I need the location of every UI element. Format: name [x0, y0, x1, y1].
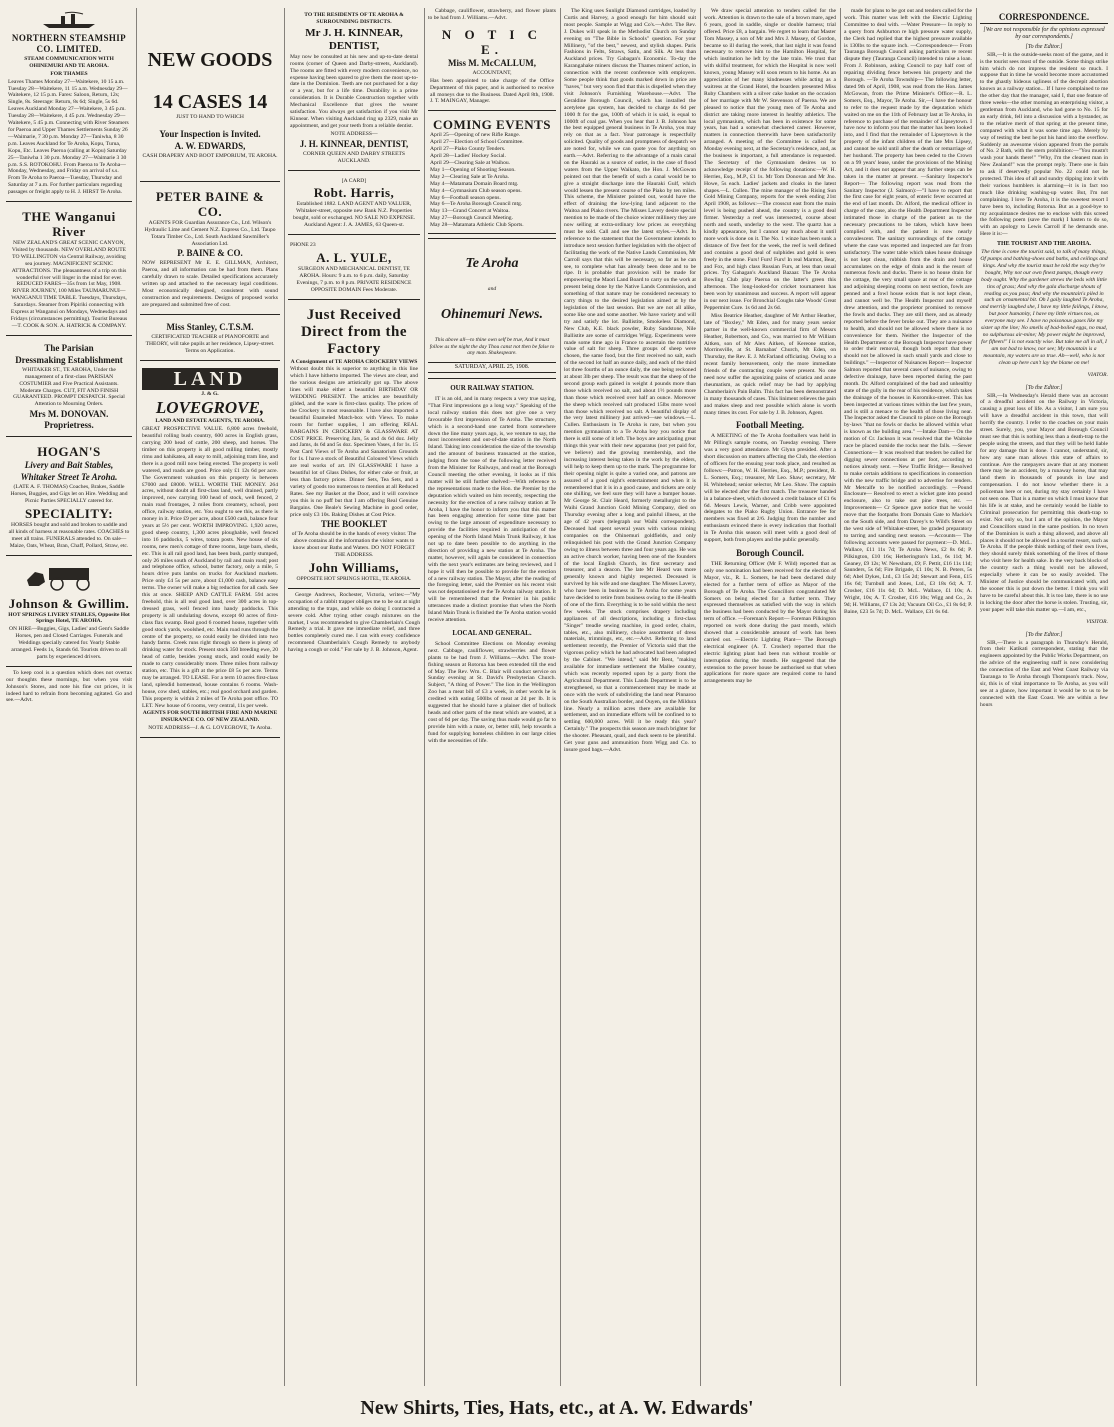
- correspondence-disclaimer: [We are not responsible for the opinions expressed by our correspondents.]: [983, 27, 1105, 40]
- borough-continued: made for plans to be got out and tenders called for the work. This matter was left with the Electric Lighting Committee to deal with. —Water Pressure— In reply to a query from Ashburton re high pressure water supply, the Clerk had replied that the highest pressure available is 130lbs to the square inch. —Correspondence— From Tauranga Borough Council asking particulars re recent dispute they (Tauranga Council) intended to raise a loan. From J. Robinson, asking Council to pay half cost of repairing dividing fence between his property and the Borough. —Te Aroha Township— The following letter, dated 9th of April, 1908, was read from the Hon. James McGowan, from the Prime Minister's Office:—R. L. Somers, Esq., Mayor, Te Aroha. Sir,—I have the honour to refer to the request made by the deputation which waited on me on the 11th of February last at Te Aroha, in reference to purchase of the remainder of Lipseytown. I have now to inform you that the matter has been looked into, and I find that the remainder of Lipseytown is the property of the infant children of the late Mrs Lipsey, and cannot be sold until after the death or remarriage of her husband. The property has been ceded to the Crown on a 99 years' lease, under the provisions of the Mining Act, and it does not appear that any further steps can be taken in the matter at present. —Sanitary Inspector's Report— The following report was read from the Sanitary Inspector (J. Salmon):—"I have to report that the first case for eight years, of enteric fever occurred at the end of last month. Dr. Alford, the medical officer in charge of the case, also the Health Department Inspector intimated those in charge of the patient as to the necessary precautions to be taken, which have been complied with, and the patient is now nearly convalescent. The sanitary surroundings of the cottage where the case was reported and inspected are far from satisfactory. The water table which takes house drainage is not kept clean, rubbish from the drain and house accumulates on the edge of drain and is the resort of numerous fowls and ducks. There is no house drain for the cottage, the very small space at rear of the cottage and adjoining sleeping rooms on next section, fowls are penned and a fowl house exists that is not kept clean, and cannot well be. The Health Inspector and myself drew attention, and the proprietor promised to remove the fowls and ducks. They are still there, and as already reported before the fever broke out. They are a nuisance to health, and should not be allowed where there is no convenience for them. Neither the Inspector of the Health Department or the Borough Inspector have power to order their removal, though both report that they should not be allowed in such small yards and close to buildings." —Inspector of Nuisances Report— Inspector Salmon reported that several cases of nuisance, owing to defective drainage, have been reported during the past month. Dr. Alford complained of the bad and unhealthy state of the gully in the rear of his residence, which takes the drainage of the houses in Koromiko-street. This has been inspected at various times within the last few years, and is still a menace to the health of those living near. The Inspector asked the Council to place on the Borough by-laws "that no fowls or ducks be allowed within what is known as the building area." —Intake Dam— On the motion of Cr. Jackson it was resolved that the Waitoke race be placed outside the rocks near the falls. —Sewer Connections— It was resolved that tenders be called for digging sewer connections at per foot, according to notices already sent. —New Traffic Bridge— Resolved to make certain additions to specifications in connection with the new traffic bridge and to advertise for tenders. Mr Metcalfe to be notified accordingly. —Pound Enclosure— Resolved to erect a wicket gate into pound enclosure, also to take out pine trees, etc. —Improvements— Cr Spence gave notice that he would move that the footpaths from Domain Gate to Mackie's on the South side, and from Davey's to Wild's Street on the west side of Whitaker-street, be graded preparatory to tarring and sanding next season. —Accounts— The following accounts were passed for payment:—D. McL. Wallace, £11 11s 7d; Te Aroha News, £2 8s 6d; P. Pilkington, £10 16s; Hetherington's Ltd., 6s 11d; M. Geaney, £9 12s; W. Newsham, £9; F. Pettit, £16 11s 11d; Saunders, 5s 6d; Fire Brigade, £1 10s; N. B. Peters, 5s 6d; Abel Dykes, Ltd., £3 15s 2d; Stewart and Fenn, £15 16s 6d; Turnbull and Jones, Ltd., £3 18s 6d; A. T. Crosher, £16 11s 6d; D. McL. Wallace, £1 10s; A. Wright, 10s; A. T. Crosher, £16 10s; Wigg and Co., 2s 9d; H. Williams, £7 13s 2d; Vacuum Oil Co., £1 8s 6d; P. Baine, £23 5s 7d; D. McL. Wallace, £31 6s 6d.: [844, 8, 972, 615]
- northern-steamship-ad: [6, 8, 132, 202]
- new-goods-title: NEW GOODS: [147, 49, 273, 71]
- parisian-ad: [6, 339, 132, 437]
- peter-baine-title2: P. BAINE & CO.: [177, 248, 243, 259]
- notice-title: N O T I C E.: [441, 26, 543, 57]
- kinnear-ad: [288, 8, 420, 171]
- general-news-2: We draw special attention to tenders called for the work. Attention is drawn to the sale of a brown mare, aged 6 years, good in saddle, single or double harness; trial offered. Price £8, a bargain. We regret to learn that Master Tom Massey, a son of Mr and Mrs J. Massey, of Gordon, became so ill during the week, that last night it was found necessary to remove him to the Hamilton Hospital, for which institution he left by the late train. We trust that with skilful treatment, for which the Hospital is now well known, young Massey will soon return to his home. As an appreciation of her many kindnesses while acting as a waitress at the Grand Hotel, the boarders presented Miss Ruby Chambers with a silver cake basket on the occasion of her marriage with Mr W. Stevenson of Paeroa. We are pleased to notice that the young men of Te Aroha and district are taking more interest in healthy athletics. The local gymnasium, which has been in existence for some years, has had a somewhat checkered career. However, matters in connection therewith have been satisfactorily arranged. A meeting of the Committee is called for Monday evening next, at the Secretary's residence, and, as the business is important, a full attendance is requested. The Secretary of the Gymnasium desires us to acknowledge receipt of the following donations:—W. H. Herries, Esq., M.P., £1 1s. Mr Tom Donovan and Mr Jno. Howe, 5s each. Ladies' jackets and cloaks in the latest shapes.—L. Cullen. The mine manager of the Rising Sun Gold Mining Company, reports for the week ending 21st April 1908, as follows:—The crosscut east from the main level is being pushed ahead, the country is a good deal firmer. Yesterday a reef was intersected, course about north and south, underlay to the west. The quartz has a kindly appearance, but I cannot say much about it until more work is done on it. The No. 1 winze has been sunk a distance of five feet for the week, the reef is well defined and contains a good deal of sulphides and gold is seen freely in the stone. Furs! Furs! Furs! In real Marmot, Bear, and Fox, and high class Russian Furs, at less than usual prices. Try Gahagan's Auckland Bazaar. The Te Aroha Bowling Club play Paeroa on the latter's green this afternoon. The long-looked-for cricket tournament has been won by unanimous and success. A report will appear in our next issue. For Bronchial Coughs take Woods' Great Peppermint Cure. 1s 6d and 2s 6d.: [704, 8, 836, 311]
- to-editor-1: [To the Editor.]: [1025, 43, 1063, 50]
- hogans-sub1: Livery and Bait Stables,: [24, 460, 114, 471]
- letter-3: SIR,—There is a paragraph in Thursday's Herald, from their Katikati correspondent, stating that the engineers appointed by the Public Works Department, on the advice of the engineering staff is now considering the connection of the East and West Coast Railway via Tauranga to Te Aroha through Thompson's track. Now, sir, this is of vital importance to Te Aroha, as you will see at a glance, how important it would be to us to be connected with the East Coast. We are within a few hours: [980, 639, 1108, 708]
- event-item: May 13—Grand Concert at Waitoa.: [430, 208, 510, 215]
- event-item: April 29—Clearing Sale at Waihou.: [430, 159, 511, 166]
- column-8: [980, 8, 1108, 1386]
- yule-phone: PHONE 23: [290, 242, 316, 249]
- johnson-notice: To keep cool is a question which does not overtax our thoughts these mornings, but when you visit Johnson's Stores, and note his fine cut prices, it is indeed hard to refrain from becoming agitated. Go and see.—Advt.: [6, 669, 132, 704]
- new-goods-name: A. W. EDWARDS,: [174, 140, 246, 151]
- local-title: LOCAL AND GENERAL.: [452, 628, 532, 637]
- column-4: [428, 8, 556, 1386]
- column-rule: [136, 8, 137, 1386]
- letter-2: SIR,—In Wednesday's Herald there was an account of a dreadful accident on the Railway in Victoria, causing a great loss of life. As a visitor, I am sure you will have a dreadful accident in this town, that will horrify the country. I refer to the coaches on your main street. Surely, you, your Mayor and Borough Council must see that this is nothing less than a death-trap to the people using the streets, and that they will be held liable for any damage that is done. I cannot, understand, sir, how any sane man allows this state of affairs to continue. Are the ratepayers aware that at any moment there may be an accident, by a runaway horse, that may land them in thousands of pounds in law and compensation. I do not know whether there is a policeman here or not, during my stay certainly I have not seen one. That is a matter on which I must know that his life is at stake, and he certainly would be liable to Criminal prosecution for permitting this death-trap to exist. Not only so, but I am of the opinion, the Mayor and Councillors stand in the same position. In no town of the Dominion is such a thing allowed, and above all places it should not be allowed in a tourist resort, such as Te Aroha. If the people think nothing of their own lives, they should surely think something of the lives of those who visit here for health sake. In the very back blocks of the country such a thing would not be allowed, especially where it can be so easily avoided. The Minister of Justice should be communicated with, and the sooner this is put down the better. I think you will have to be careful about this. It is too late, there is no use in locking the door after the horse is stolen. Trusting, sir, your paper will take this matter up.—I am, etc.,: [980, 392, 1108, 613]
- peter-baine-title: PETER BAINE & CO.: [155, 188, 265, 219]
- borough-article: THE Returning Officer (Mr F. Wild) reported that as only one nomination had been received for the election of Mayor, viz., R. L. Somers, he had been declared duly elected for a further term of office as Mayor of the Borough of Te Aroha. The Councillors congratulated Mr Somers on being elected for a further term. They expressed themselves as satisfied with the way in which the business had been conducted by the Mayor during his term of office. —Foreman's Report— Foreman Pilkington reported on work done during the past month, which showed that a considerable amount of work has been carried out. —Electric Lighting Plant— The Borough electrical engineer (A. T. Crosher) reported that the electric lighting plant had been run without trouble or interruption during the month. He suggested that the extension to the power house be authorised so that when applications for more space are required come to hand arrangements may be: [704, 560, 836, 685]
- kinnear-title: Mr J. H. KINNEAR, DENTIST,: [305, 26, 403, 52]
- kinnear-address: CORNER QUEEN AND DARBY STREETS AUCKLAND.: [302, 150, 406, 164]
- event-item: April 27—Election of School Committee.: [430, 139, 524, 146]
- notice-body: Has been appointed to take charge of the Office Department of this paper, and is authorised to receive all moneys due to the Business. Dated April 8th, 1908. J. T. MAINGAY, Manager.: [430, 77, 554, 105]
- stanley-body: CERTIFICATED TEACHER of PIANOFORTE and THEORY, will take pupils at her residence, Lipsey-street. Terms on Application.: [145, 333, 275, 354]
- johnson-body: ON HIRE—Buggies, Gigs, Ladies' and Gent's Saddle Horses, pen and Closed Carriages. Funerals and Weddings specially catered for. Yearly Stable arranged. Feeds 1s, Stands 6d. Tourists driven to all parts by experienced drivers.: [8, 626, 130, 660]
- new-goods-detail: CASH DRAPERY AND BOOT EMPORIUM, TE AROHA.: [142, 152, 278, 159]
- johnson-title: Johnson & Gwillim.: [8, 595, 130, 611]
- kinnear-notice: TO THE RESIDENTS OF TE AROHA & SURROUNDING DISTRICTS.: [304, 12, 404, 25]
- masthead-and: and: [487, 286, 497, 293]
- parisian-signature: Mrs M. DONOVAN. Proprietress.: [29, 409, 109, 431]
- received-title: Just Received Direct from the Factory: [300, 306, 408, 357]
- kinnear-note: NOTE ADDRESS—: [330, 130, 378, 137]
- received-body: Without doubt this is superior to anything in this line which I have hitherto imported. The views are clear, and the various designs are artistically got up. The above lines will make either a beautiful BIRTHDAY OR WEDDING PRESENT. The articles are beautifully gilded, and the ware is first-class quality. The prices of the Crockery is most reasonable. I have also imported a beautiful Enameled Match-box with Views. To make room for further supplies, I am offering REAL BARGAINS IN CROCKERY & GLASSWARE AT COST PRICE. Preserving Jars, 5s and 4s 6d doz. Jelly and Jams, 4s 6d and 5s doz. Specimen Vases, 4 for 1s. 15 Post Card Views of Te Aroha and Sanatorium Grounds for 1s. I have a stock of Beautiful Coloured Views which are real works of art. IN GLASSWARE I have a beautiful lot of Glass Dishes, for either cake or fruit, at less than factory prices. Dinner Sets, Tea Sets, and a variety of goods too numerous to mention at all Reduced Rates. See my Basket at the Door, and it will convince you this is no puff but that I am offering Real Genuine Bargains. One Beale's Sewing Machine in good order, price only £3 10s. Baking Dishes at Cost Price.: [290, 366, 418, 518]
- masthead-motto: This above all—to thine own self be true, And it must follow as the night the day Thou canst not then be false to any man. Shakespeare.: [429, 336, 555, 357]
- football-title: Football Meeting.: [736, 420, 804, 431]
- northern-line1: STEAM COMMUNICATION WITH OHINEMURI AND TE AROHA.: [24, 55, 114, 69]
- railway-article: IT is an old, and in many respects a very true saying, "That First impressions go a long way." Speaking of the local railway station this does not give one a very favourable first impression of Te Aroha. The structure, which is a second-hand one carted from somewhere down the line many years ago, is, we venture to say, the most inconvenient and out-of-date station in the North Island. Taking into consideration the size of the township and the amount of business transacted at the station, judging from the tone of the following letter received from the Minister for Railways, and read at the Borough Council meeting the other evening, it looks as if this matter will be still further shelved:—With reference to the representations made to the Hon. the Premier by the deputation which waited on him recently, respecting the necessity for the erection of a new railway station at Te Aroha, I have the honor to inform you that this matter has been engaging attention for some time past but owing to the large amount of expenditure necessary to provide the facilities required in anticipation of the opening of the North Island Main Trunk Railway, it has not up to date been possible to do anything in the direction of providing a new station at Te Aroha. The matter, however, will again be considered in connection with the next year's estimates are being reviewed, and I hope it will then be possible to provide for the erection of a new railway station. The Mayor, after the reading of the foregoing letter, said the Premier on his recent visit was not deputationised re the Te Aroha railway station. It will be remembered that the Premier in his public utterances made a distinct promise that when the North Island Main Trunk is finished the Te Aroha station would receive attention.: [428, 396, 556, 624]
- column-2: [140, 8, 280, 1386]
- event-item: May 4—Matamata Domain Board mtg.: [430, 180, 519, 187]
- event-item: May 4—Gymnasium Club season opens.: [430, 187, 522, 194]
- column-6: [704, 8, 836, 1386]
- harris-body: Established 1882. LAND AGENT AND VALUER, Whitaker-street, opposite new Bank N.Z. Properties bought, sold or exchanged. NO SALE NO EXPENSE. Auckland Agent: J. A. JAMES, 63 Queen-st.: [292, 201, 416, 229]
- hogans-ad: [6, 440, 132, 555]
- wanganui-ad: [6, 205, 132, 336]
- booklet-title: THE BOOKLET: [320, 519, 388, 530]
- williams-name: John Williams,: [308, 560, 400, 576]
- johnson-sub: HOT SPRINGS LIVERY STABLES, Opposite Hot Springs Hotel, TE AROHA.: [8, 611, 130, 625]
- events-title: COMING EVENTS: [432, 117, 552, 133]
- land-body: GREAT PROSPECTIVE VALUE. 6,800 acres freehold, beautiful rolling bush country, 600 acres in English grass, carrying 200 head of cattle, 200 sheep, and horses. The timber on this property is all good milling timber, mostly rimu and kahikatea, all easy to mill, adjoining tram line, and there is a good mill now being erected. The property is well watered, and roads are good. Price only £1 12s 6d per acre. The Government valuation on this property is between £7000 and £8000. WELL WORTH THE MONEY. 264 acres, without doubt all first-class land, well drained, partly improved, now carrying 100 head of stock, well fenced, 2 main road frontages, 2 miles from creamery, school, post office, railway station, etc. You ought to see this, as there is money in it. Price £9 per acre, about £500 cash, balance four years at 5½ per cent. WORTH IMPROVING. 1,920 acres, good sheep country, 1,300 acres ploughable, well fenced into 16 paddocks, 5 wires, totara posts. New house of six rooms, new men's cottage of three rooms, large barn, sheds, etc. This is all rail good land, has been bush, partly stumped, only 26 miles south of Auckland by rail and main road; post and telephone office, school, butter factory, only a mile, 5 hours drive puts lambs on trucks for Auckland markets. Price only £4 5s per acre, about £1,000 cash, balance easy terms. The owner will make a big reduction for all cash. See this at once. SHEEP AND CATTLE FARM. 594 acres freehold, this is all real good land, over 300 acres in top-dressed grass, well fenced into handy paddocks. This property is all undulating downs, except 60 acres of first-class flax swamp. Real good 6 roomed house, together with good stock yards, woolshed, etc. Main road runs through the centre of the property, so could easily be divided into two handy farms. Creek runs right through so there is plenty of drinking water for stock. Present stock 350 breeding ewe, 20 head of cattle, besides young stock, and could easily be made to carry considerably more. Three miles from railway station, etc. This is a gift at the price £8 5s per acre. Terms may be arranged. TO LEASE. For a term 10 acres first-class land, splendid homestead, house contains 6 rooms. Wash-house, cow shed, stables, etc.; real good orchard and garden. This property is within 2 miles of Te Aroha post office. TO LET. New house of 6 rooms, very central, 11s per week.: [142, 426, 278, 709]
- to-editor-3: [To the Editor.]: [1025, 631, 1063, 638]
- yule-body: SURGEON AND MECHANICAL DENTIST, TE AROHA. Hours: 9 a.m. to 6 p.m. daily, Saturday Evenings, 7 p.m. to 8 p.m. PRIVATE RESIDENCE OPPOSITE DOMAIN Fees Moderate.: [296, 265, 412, 293]
- column-7: [844, 8, 972, 1386]
- parisian-title: The Parisian: [44, 342, 94, 353]
- land-name: LOVEGROVE,: [155, 398, 265, 418]
- steamship-icon: [39, 11, 99, 29]
- borough-title: Borough Council.: [736, 547, 804, 558]
- events-list: [430, 132, 554, 229]
- signature-visitor: VISITOR.: [1086, 619, 1108, 626]
- general-news-1: The King uses Sunlight Diamond cartridges, loaded by Curtis and Harvey, a good enough for him should suit most people. Sample at Wigg and Co's.—Advt. The Rev. J. Dukes will speak in the Methodist Church on Sunday evening on "The Bible in Schools" question. For your Millinery, "of the best," newest, and stylish shapes. Paris Fashions in Felts, Straws, Satin, and Silk. At less than Auckland prices. Try Gabagan's Economic. To-day the Karangahake miners discuss the Thames miners' action, in connection with the recent conference with employers. Some people think that goods marked down in price are "haves," but very soon find that this is dispelled when they visit Johnson's Furnishing Warehouse.—Advt. The Geraldine Borough Council, which has installed the acetylene gas system, has decided to charge 4s 6d per 1000 ft for the gas, 100ft of which it is said, is equal to 1000ft of coal gas. When you hear that J. B. Johnson has the best equipped general business in Te Aroha, you may rely on that as a fact. Your patronage is respectfully solicited. Quality of goods and promptness of despatch we are noted for, while we can quote you for anything on earth.—Advt. Referring to the advantage of a main canal on the Hauraki as a source of outlet, in the case of flood waters from the Upper Waikato, the Hon. J. McGowan pointed out that the benefit of such a canal would be to give a straight discharge into the Hauraki Gulf, which would lessen the present course of the Piako by ten miles. This scheme, the Minister pointed out, would have the effect of draining the low-lying land adjacent to the Waitoa and Piako rivers. The Misses Lavery desire special mention to be made of the choice winter millinery they are now selling at extra-ordinary low prices as everything must be sold. Call and see the latest styles.—Advt. In reference to the statement that the Government intends to introduce next session further legislation with the object of facilitating the work of the Native Lands Commission, Mr Carroll says that this will be necessary, so far as he can see, to complete what has already been done and to be ripe. It is probable that provision will be made for empowering the Maori Land Board to carry on the work at present being done by the Native Lands Commission, and something of that nature may be considered necessary to carry things to the desired legislation aimed at by the legislation of the last session. But we are not all alike, some like one and some another. We have variety and will try and satisfy the lot. Ballistite, Smokeless Diamond, New Club, K.E. black powder, Ruby Sandstone, Nile Ballistite are some of cartridges Wigg. Experiments were made some time ago in France to ascertain the nutritive value of salt for sheep. Three groups of sheep were chosen, the same food, but the first received no salt, each of the second lot half an ounce daily, and each of the third lot three fourths of an ounce daily, the one being reckoned at about 3lb per sheep. The result was that the sheep of the second group each gained in weight 4 pounds more than those which received no salt, and about 1½ pounds more than those which received over half an ounce. Moreover the sheep which received salt produced 15lbs more wool than those which received no salt. A beautiful display of the very latest millinery just arrived—see windows.—L. Cullen. Enthusiasm in Te Aroha is rare, but when you mention gymnasium to a Te Aroha boy you notice that there is still some of it left. The boys are anticipating great things this year with their new apparatus (not yet paid for, we believe) and the growing membership, and the increasing interest being taken in the work by the elders, will help to keep them up to the mark. The programme for their opening night is quite a varied one, and patrons are assured of a good night's entertainment and when it is remembered that it is in a good cause, and tickets are only one shilling, we feel sure they will have a bumper house. Mr George St. Clair Heard, formerly metallurgist to the Waihi Grand Junction Gold Mining Company, died on Thursday evening after a long and painful illness, at the age of 42 years (telegraph our Waihi correspondent). Deceased had spent several years with various mining companies on the Ohinemuri goldfields, and only relinquished his post with the Grand Junction Company owing to illness between three and four years ago. He was an active church worker, having been one of the founders of the local English Church, its first secretary and treasurer, and a deacon. The late Mr Heard was more generally known and highly respected. Deceased is survived by his wife and one daughter. The Misses Lavery, who have been in business in Te Aroha for some years have decided to retire from business owing to the ill-health of one of the firm. Everything is to be sold within the next few weeks. The stock comprises drapery including appliances of all descriptions, including a first-class "Singer" treadle sewing machine, in good order, chairs, tables, etc., also millinery, choice assortment of dress materials, trimmings, etc, etc.—Advt. Referring to land settlement recently, the Premier of Victoria said that the vigorous policy which he had advocated had been adopted by the Cabinet. "We intend," said Mr Bent, "making available for immediate settlement the Mallee country, which was recently reported upon by a party from the Agricultural Department. This Lands Department is to be strengthened, so that a commencement may be made at once with the work of subdividing the land near Pinnaroo on the South Australian border, and Ouyen, on the Mildura line. Nearly a million acres there are available for settlement, and on immediate efforts will be confined to to settling 600,000 acres. Will it be ready this year? Certainly." The prospects this season are much brighter for the shooter. Pheasant, quail, and duck seem to be plentiful. Get your guns and ammunition from Wigg and Co. to insure good bags.—Advt.: [564, 8, 696, 753]
- poem-text: The time is come the tourist said, to talk of many things, Of pumps and bathing-shoes and baths, and ceilings and kings. And why the tourist must be told the way they're bought, Why not our own finest pumps, though every body ought. Why the gardener strews the beds with little tins of grass; And why the gala discharge shouts of reading as you pass; And why the mountain's piled in such an ornamental bit. Oh I gaily laughed Te Aroha, and merrily laughed she, I have my little failings, I know, but poor humanity, I have my little virtues too, as everyone may see. I have no poisonous gases like my sister up the line; No smells of bad-boiled eggs, no mud, no sulphurous air-mine; My power might be improved, for fifteen!" I is not exactly wise. But take me all in all, I am not bad to know, nor see; My mountain is a mountain, my waters are so true. Ah—well, who is not clean up here can't lay the blame on me!: [980, 249, 1108, 366]
- to-editor-2: [To the Editor.]: [1025, 384, 1063, 391]
- new-goods-sub: JUST TO HAND TO WHICH: [176, 114, 244, 120]
- stanley-ad: [140, 318, 280, 361]
- event-item: May 6—Football season opens.: [430, 194, 501, 201]
- column-rule: [976, 8, 977, 1386]
- poem: [980, 249, 1108, 366]
- event-item: April 28—Ladies' Hockey Social.: [430, 153, 506, 160]
- kinnear-body: May now be consulted at his new and up-to-date dental rooms (corner of Queen and Darby-streets, Auckland). The rooms are fitted with every modern convenience, no expense having been spared to give them the most up-to-date in the Dominion. Teeth are not purchased for a day or a year, but for a life time. Durability is a prime consideration. It is Durable Construction together with Mechanical Excellence that gives the wearer satisfaction. You always get satisfaction if you visit Mr Kinnear. When visiting Auckland ring up 2329, make an appointment, and get your teeth from a reliable dentist.: [290, 53, 418, 129]
- column-rule: [424, 8, 425, 1386]
- hogans-sub2: Whitaker Street Te Aroha.: [20, 472, 118, 483]
- poem-title: THE TOURIST AND THE AROHA.: [996, 241, 1092, 248]
- parisian-body: WHITAKER ST., TE AROHA, Under the management of a first-class PARISIAN COSTUMIER and Five Practical Assistants. Moderate Charges. CUT, FIT AND FINISH GUARANTEED. PROMPT DESPATCH. Special Attention to Mourning Orders.: [13, 366, 125, 408]
- column-1: [6, 8, 132, 1386]
- peter-baine-ad: [140, 185, 280, 315]
- stanley-title: Miss Stanley, C.T.S.M.: [166, 321, 254, 332]
- land-sign: NOTE ADDRESS—J. & G. LOVEGROVE, Te Aroha.: [148, 725, 272, 732]
- hogans-body: (LATE A. F. THOMAS) Coaches, Brakes, Saddle Horses, Buggies, and Gigs let on Hire. Wedding and Picnic Parties SPECIALLY catered for.: [10, 484, 128, 505]
- lovegrove-ad: [140, 364, 280, 739]
- peter-baine-body2: NOW REPRESENT Mr E. E. GILLMAN, Architect, Paeroa, and all information can be had from them. Plans carefully drawn to scale. Detailed specifications accurately written up and attached to the necessary legal conditions. Most economically designed, consistent with sound construction and requirements. Designs of proposed works are prepared and submitted free of cost.: [142, 260, 278, 308]
- correspondence-title: CORRESPONDENCE.: [980, 12, 1108, 24]
- hogans-speciality: SPECIALITY:: [24, 505, 114, 521]
- johnson-ad: [6, 559, 132, 667]
- land-agents: AGENTS FOR SOUTH BRITISH FIRE AND MARINE INSURANCE CO. OF NEW ZEALAND.: [142, 710, 278, 724]
- heather-wedding: Miss Beatrice Heather, daughter of Mr Arthur Heather, late of "Boxley," Mt Eden, and for many years senior partner in the well-known commercial firm of Messrs Heather, Robertson, and Co., was married to Mr William Aitken, son of Mr Alex Aitken, of Kereone station, Morrinsville, at St. Barnabas' Church, Mt Eden, on Thursday, the Rev. E. J. McFarland officiating. Owing to a recent family bereavement, only the more immediate friends of the contracting couple were present. No one need now suffer the agonizing pains of sciatica and acute rheumatism, as quick relief may be had by applying Chamberlain's Pain Balm. This fact has been demonstrated in many thousands of cases. This liniment relieves the pain and makes sleep and rest possible which alone is worth many times its cost. For sale by J. B. Johnson, Agent.: [704, 312, 836, 416]
- yule-title: A. L. YULE,: [316, 249, 392, 265]
- yule-ad: [288, 238, 420, 300]
- event-item: April 25—Opening of new Rifle Range.: [430, 132, 521, 139]
- notice-detail: ACCOUNTANT,: [472, 69, 512, 76]
- column-3: [288, 8, 420, 1386]
- northern-body: Leaves Thames Monday 27—Waitekere, 10 15 a.m. Tuesday 28—Waitekere, 11 15 a.m. Wednesday 29—Waitekere, 12 15 p.m. Fares: Saloon, Return, 12s; Single, 8s. Steerage: Return, 8s 6d; Single, 5s 6d. Leaves Auckland Monday 27—Waitekere, 3 45 p.m. Tuesday 28—Waitekere, 4 45 p.m. Wednesday 29—Waitekere, 5 45 p.m. Connecting with River Steamers for Paeroa and Upper Thames Settlements Sunday 26—Waimarie, 7 30 p.m. Monday 27—Taniwha, 8 30 p.m. Leaves Auckland for Te Aroha, Kopu, Turua, Kopu, Etc. Leaves Paeroa (calling at Kopu) Saturday 25—Taniwha 1 30 p.m. Monday 27—Waimarie 3 30 p.m. S.S. ROTOKOHU. From Paeroa to Te Aroha—Monday, Wednesday, and Friday on arrival of s.s. From Te Aroha to Paeroa—Tuesday, Thursday and Saturday at 7 a.m. For further particulars regarding passages or freight apply to H. J. HIRST Te Aroha.: [8, 78, 129, 196]
- wanganui-title: THE Wanganui River: [22, 209, 116, 240]
- cabbage-notice: Cabbage, cauliflower, strawberry, and flower plants to be had from J. Williams.—Advt.: [428, 8, 556, 21]
- notice-name: Miss M. McCALLUM,: [448, 57, 536, 68]
- land-sub: J. & G.: [201, 390, 219, 397]
- received-sub: A Consignment of TE AROHA CROCKERY VIEWS: [290, 358, 418, 365]
- event-item: May 6—Te Aroha Borough Council mtg.: [430, 201, 523, 208]
- railway-title: OUR RAILWAY STATION.: [450, 384, 534, 393]
- new-goods-cases: 14 CASES 14: [152, 91, 268, 113]
- carriage-icon: [19, 562, 119, 592]
- footer-advert: New Shirts, Ties, Hats, etc., at A. W. Edwards': [360, 1397, 754, 1419]
- northern-line2: FOR THAMES: [50, 70, 88, 77]
- column-rule: [840, 8, 841, 1386]
- land-detail: LAND AND ESTATE AGENTS, TE AROHA.: [155, 418, 265, 425]
- northern-title: NORTHERN STEAMSHIP CO. LIMITED.: [11, 32, 127, 54]
- harris-title: Robt. Harris,: [313, 185, 395, 201]
- event-item: May 1—Opening of Shooting Season.: [430, 166, 516, 173]
- column-rule: [284, 8, 285, 1386]
- hogans-title: HOGAN'S: [37, 444, 101, 460]
- williams-crockery-ad: [288, 303, 420, 589]
- event-item: May 2—Clearing Sale at Te Aroha.: [430, 173, 510, 180]
- parisian-subtitle: Dressmaking Establishment: [15, 354, 123, 365]
- williams-addr: OPPOSITE HOT SPRINGS HOTEL, TE AROHA.: [296, 576, 412, 583]
- signature-viator: VIATOR.: [1087, 372, 1108, 379]
- new-goods-ad: [140, 8, 280, 182]
- column-5: [564, 8, 696, 1386]
- coming-events: [428, 114, 556, 234]
- peter-baine-body: AGENTS FOR Guardian Assurance Co., Ltd. Wilson's Hydraulic Lime and Cement N.Z. Express Co., Ltd. Taupo Totara Timber Co., Ltd. South Auckland Sawmiller's Association Ltd.: [144, 219, 276, 247]
- football-article: A MEETING of the Te Aroha footballers was held in Mr Pilling's sample rooms, on Tuesday evening. There was a very good attendance. Mr Glynn presided. After a short discussion on matters affecting the Club, the election of officers for the ensuing year took place, and resulted as follows:—Patron, W. H. Herries, Esq., M.P.; president, R. L. Somers, Esq.; treasurer, Mr Leo. Shaw; secretary, Mr H. Whitehead; senior selector, Mr Leo. Shaw. The captain will be elected after the first match. The treasurer handed in a balance-sheet, which showed a credit balance of £1 6s 6d. Messrs Lewis, Warner, and Cribb were appointed delegates to the Piako Rugby Union. Entrance fee for members was fixed at 2/6. Judging from the number and enthusiasm evinced there is every indication that football in Te Aroha this season will meet with a good deal of support, both from players and the public generally.: [704, 433, 836, 544]
- harris-card: [A CARD]: [341, 177, 367, 184]
- masthead-title1: Te Aroha: [465, 256, 519, 272]
- wanganui-body: NEW ZEALAND'S GREAT SCENIC CANYON, Visited by thousands. NEW OVERLAND ROUTE TO WELLINGTON via Central Railway, avoiding sea journey. MAGNIFICENT SCENIC ATTRACTIONS. The pleasantness of a trip on this wonderful river will linger in the mind for ever. REDUCED FARES—35s from 1st May, 1908. RIVER JOURNEY, 100 Miles TAUMARUNUI—WANGANUI TIME TABLE. Tuesdays, Thursdays, Saturdays. Steamer from Pipiriki connecting with Express at Wanganui on Mondays, Wednesdays and Fridays (circumstances permitting). Tourist Bureaus—T. COOK & SON. A. HATRICK & COMPANY.: [10, 240, 128, 329]
- land-title: LAND: [142, 368, 278, 390]
- column-rule: [700, 8, 701, 1386]
- masthead: [428, 238, 556, 379]
- harris-ad: [288, 174, 420, 236]
- event-item: May 28—Matamata Athletic Club Sports.: [430, 222, 524, 229]
- masthead-title2: Ohinemuri News.: [441, 306, 543, 322]
- hogans-body2: HORSES bought and sold and broken to saddle and all kinds of harness at reasonable rates. COACHES to meet all trains. FUNERALS attended to. On sale—Maize, Oats, Wheat, Bran, Chaff, Pollard, Straw, etc.: [8, 521, 130, 549]
- kinnear-name: J. H. KINNEAR, DENTIST,: [299, 138, 409, 149]
- new-goods-invite: Your Inspection is Invited.: [159, 128, 261, 139]
- column-rule: [560, 8, 561, 1386]
- event-item: May 27—Borough Council Meeting.: [430, 215, 513, 222]
- rochester-notice: George Andrews, Rochester, Victoria, writes:—"My occupation of a rabbit trapper obliges me to be out at night attending to the traps, and while so doing I contracted a severe cold. After trying other cough mixtures on the market, I was recommended to give Chamberlain's Cough Remedy a trial. It gave me immediate relief, and three bottles completely cured me. I can with every confidence recommend Chamberlain's Cough Remedy to anybody having a cough or cold." For sale by J. B. Johnson, Agent.: [288, 591, 420, 654]
- mccallum-notice: [428, 23, 556, 112]
- booklet-body: of Te Aroha should be in the hands of every visitor. The above contains all the information the visitor wants to know about our Baths and Waters. DO NOT FORGET THE ADDRESS.: [291, 531, 417, 559]
- masthead-date: SATURDAY, APRIL 25, 1908.: [428, 362, 556, 373]
- local-article: School Committee Elections on Monday evening next. Cabbage, cauliflower, strawberries and flower plants to be had from J. Williams.—Advt. The trout-fishing season at Rotorua has been extended till the end of May. The Rev. Wm. C. Blair will conduct service on Sunday evening at St. David's Presbyterian Church. Subject, "A thing of Power." The lion in the Wellington Zoo has a meat bill of £3 a week, in other words he is credited with eating 500lbs of meat at 2d per lb. It is suggested that he should have a plainer diet of bullock heads and other parts of the meat which are wasted, at a cost of 6d per day. The saving thus made would go far to provide him with a mate, or, better still, help towards a fund for supplying homeless children in our large cities with the necessities of life.: [428, 640, 556, 744]
- event-item: April 27—Piako County Tenders.: [430, 146, 506, 153]
- letter-1: SIR,—It is the outside-seeks most of the game, and it is the tourist sees most of the outside. Some things strike him which do not impress the resident so much. I suppose that in time he would become more accustomed to the ghastly hideous ugliness of the decrepit abortion known as a railway station... If I have complained to me the other day that the manager, said I, that one feature of three weeks—the other morning an enterprising visitor, a gentleman from Auckland, who had gone to No. 15 for an early drink, fell into a discussion with a bystander, as to the relative merit of that spring at the present time, compared with what it was some time ago. Merely by way of testing the best he put his hand into the overflow. Suddenly an awesome vision appeared from the portals of No. 2 Bath, with the stern prohibition:—"You mustn't wash your hands there!" "Why, I'm the cleanest man in New Zealand!" was the prompt reply. There one is fain to ask if deservedly popular No. 22 could not be protected. This idea of all and sundry dipping into it with their various humblers is alarming—it is in fact too much like drinking washing-up water. But, I'm not complaining. I love Te Aroha, it is the sweetest resort I have been to, including Rotorua. But as a good-bye to my acquaintance desires me to enclose with this screed the following poem (save the mark) I hasten to do so, with an apology to Lewis Carroll if he demands one. Here it is:—: [980, 51, 1108, 238]
